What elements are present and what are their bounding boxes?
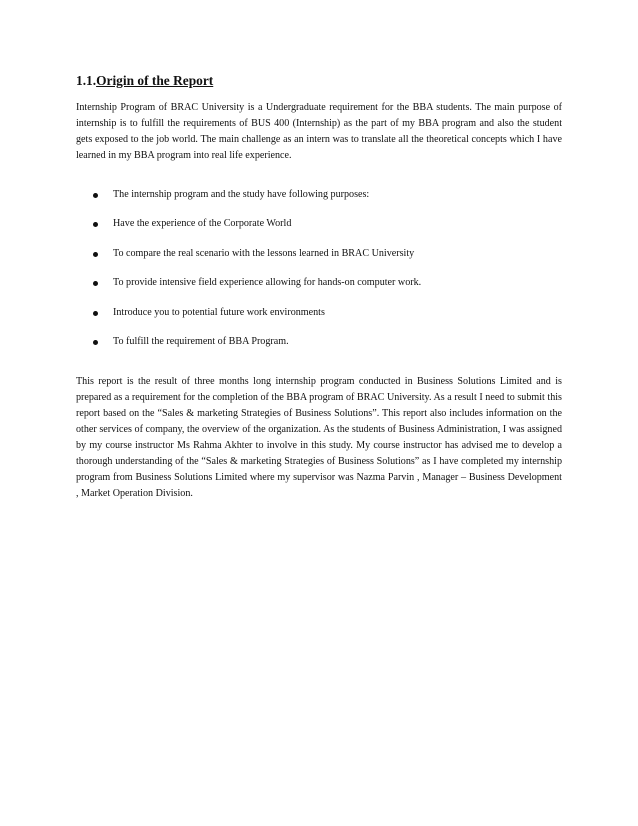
closing-paragraph: This report is the result of three months long internship program conducted in Business Solutions Limited and is prepared as a requirement for the completion of the BBA program of BRAC University. As a result I need to submit this report based on the “Sales & marketing Strategies of Business Solutions”. This report also includes information on the other services of company, the overview of the organization. As the students of Business Administration, I was assigned by my course instructor Ms Rahma Akhter to involve in this study. My course instructor has advised me to develop a thorough understanding of the “Sales & marketing Strategies of Business Solutions” as I have completed my internship program from Business Solutions Limited where my supervisor was Nazma Parvin , Manager – Business Development , Market Operation Division. [76,376,562,499]
section-number: 1.1. [76,73,97,88]
bullet-icon [93,340,98,345]
list-item [76,188,562,217]
list-item [76,276,562,305]
list-item [76,217,562,246]
purpose-list [76,188,562,364]
list-item-text: To provide intensive field experience allowing for hands-on computer work. [113,277,422,289]
bullet-icon [93,252,98,257]
list-item-text: To compare the real scenario with the lessons learned in BRAC University [113,247,415,259]
list-item [76,335,562,364]
bullet-icon [93,193,98,198]
bullet-icon [93,281,98,286]
intro-paragraph: Internship Program of BRAC University is a Undergraduate requirement for the BBA students. The main purpose of internship is to fulfill the requirements of BUS 400 (Internship) as the part of my BBA program and also the student gets exposed to the job world. The main challenge as an intern was to translate all the theoretical concepts which I have learned in my BBA program into real life experience. [76,102,562,161]
bullet-icon [93,222,98,227]
list-item-text: Have the experience of the Corporate World [113,218,292,230]
list-item-text: To fulfill the requirement of BBA Program. [113,335,289,347]
section-heading [76,73,213,89]
list-item [76,247,562,276]
list-item-text: The internship program and the study have following purposes: [113,189,370,200]
section-title: Origin of the Report [96,73,214,88]
list-item [76,306,562,335]
bullet-icon [93,311,98,316]
list-item-text: Introduce you to potential future work environments [113,306,325,318]
